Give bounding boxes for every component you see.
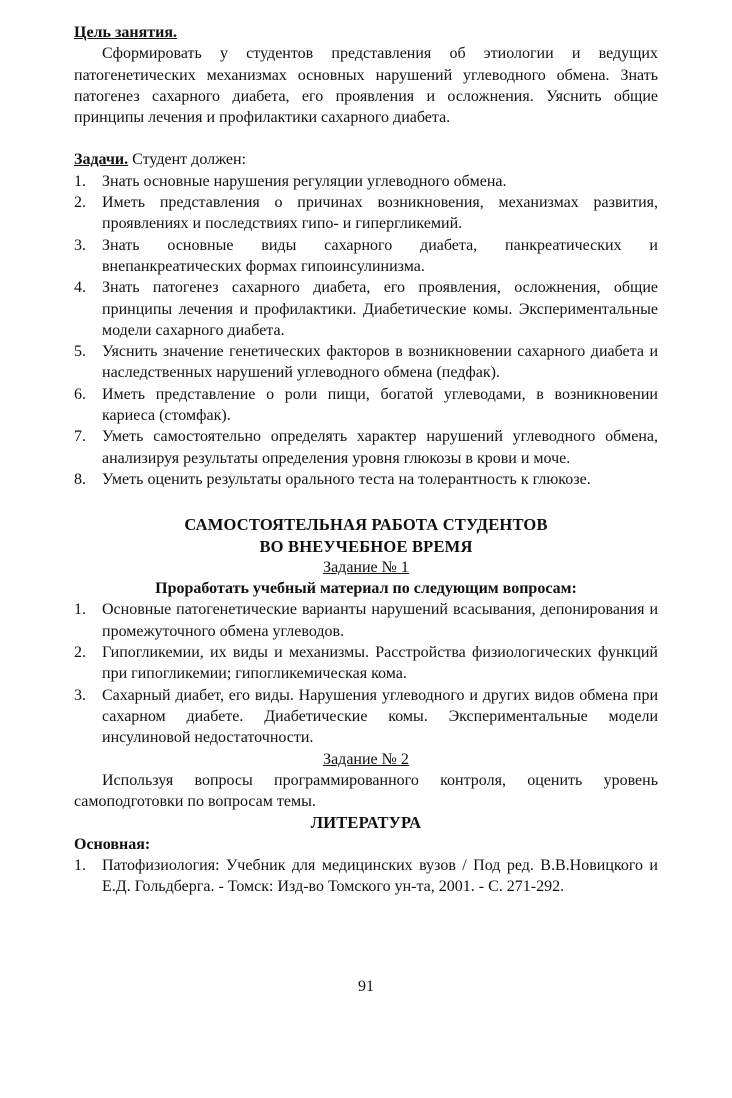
list-item bbox=[74, 469, 658, 490]
list-item-text: Иметь представление о роли пищи, богатой углеводами, в возникновении кариеса (стомфак). bbox=[102, 385, 658, 425]
list-item-number: 8. bbox=[74, 470, 86, 488]
list-item-number: 6. bbox=[74, 385, 86, 403]
task2-text: Используя вопросы программированного контроля, оценить уровень самоподготовки по вопросам темы. bbox=[74, 771, 658, 811]
list-item-number: 4. bbox=[74, 279, 86, 297]
list-item bbox=[74, 341, 658, 384]
list-item bbox=[74, 599, 658, 642]
task2-title: Задание № 2 bbox=[323, 750, 409, 768]
goal-text: Сформировать у студентов представления об этиологии и ведущих патогенетических механизмах основных нарушений углеводного обмена. Знать патогенез сахарного диабета, его проявления и осложнения. Уяснить общие принципы лечения и профилактики сахарного диабета. bbox=[74, 45, 658, 127]
list-item-number: 2. bbox=[74, 194, 86, 212]
list-item-text: Уметь самостоятельно определять характер нарушений углеводного обмена, анализируя результаты определения уровня глюкозы в крови и моче. bbox=[102, 428, 658, 467]
task1-subtitle: Проработать учебный материал по следующим вопросам: bbox=[155, 580, 577, 598]
goal-title bbox=[74, 22, 658, 43]
list-item-number: 3. bbox=[74, 236, 86, 254]
goal-title-text: Цель занятия. bbox=[74, 24, 178, 41]
list-item-number: 2. bbox=[74, 644, 86, 662]
spacer bbox=[74, 128, 658, 149]
list-item bbox=[74, 384, 658, 427]
list-item-text: Гипогликемии, их виды и механизмы. Расстройства физиологических функций при гипогликемии; гипогликемическая кома. bbox=[102, 644, 658, 683]
list-item-text: Сахарный диабет, его виды. Нарушения углеводного и других видов обмена при сахарном диабете. Диабетические комы. Экспериментальные модели инсулиновой недостаточности. bbox=[102, 686, 658, 747]
section-heading-line2: ВО ВНЕУЧЕБНОЕ ВРЕМЯ bbox=[259, 536, 473, 556]
tasks-list bbox=[74, 171, 658, 490]
list-item bbox=[74, 685, 658, 749]
task1-title: Задание № 1 bbox=[323, 558, 409, 576]
list-item-number: 1. bbox=[74, 601, 86, 619]
literature-heading: ЛИТЕРАТУРА bbox=[310, 813, 422, 833]
list-item-text: Знать основные виды сахарного диабета, панкреатических и внепанкреатических формах гипоинсулинизма. bbox=[102, 236, 658, 275]
list-item-text: Основные патогенетические варианты нарушений всасывания, депонирования и промежуточного обмена углеводов. bbox=[102, 601, 658, 640]
list-item-text: Иметь представления о причинах возникновения, механизмах развития, проявлениях и последствиях гипо- и гипергликемий. bbox=[102, 194, 658, 233]
tasks-intro: Студент должен: bbox=[128, 151, 247, 169]
list-item-number: 1. bbox=[74, 856, 86, 874]
list-item bbox=[74, 277, 658, 341]
list-item-text: Уяснить значение генетических факторов в возникновении сахарного диабета и наследственных нарушений углеводного обмена (педфак). bbox=[102, 343, 658, 382]
document-page bbox=[74, 22, 658, 898]
list-item-number: 7. bbox=[74, 428, 86, 446]
section-heading-line1: САМОСТОЯТЕЛЬНАЯ РАБОТА СТУДЕНТОВ bbox=[184, 515, 548, 535]
task1-list bbox=[74, 599, 658, 748]
literature-list bbox=[74, 855, 658, 898]
spacer bbox=[74, 490, 658, 514]
list-item-text: Знать патогенез сахарного диабета, его проявления, осложнения, общие принципы лечения и профилактики. Диабетические комы. Экспериментальные модели сахарного диабета. bbox=[102, 279, 658, 339]
list-item bbox=[74, 426, 658, 469]
list-item-number: 3. bbox=[74, 686, 86, 704]
list-item-text: Патофизиология: Учебник для медицинских вузов / Под ред. В.В.Новицкого и Е.Д. Гольдберга. - Томск: Изд-во Томского ун-та, 2001. - С. 271-292. bbox=[102, 856, 658, 896]
list-item-number: 5. bbox=[74, 343, 86, 361]
list-item-number: 1. bbox=[74, 172, 86, 190]
literature-main-label: Основная: bbox=[74, 835, 151, 853]
list-item-text: Уметь оценить результаты орального теста на толерантность к глюкозе. bbox=[102, 470, 591, 488]
list-item bbox=[74, 855, 658, 898]
tasks-header bbox=[74, 149, 658, 170]
list-item bbox=[74, 171, 658, 192]
list-item bbox=[74, 642, 658, 685]
tasks-title: Задачи. bbox=[74, 151, 129, 169]
list-item bbox=[74, 235, 658, 278]
list-item bbox=[74, 192, 658, 235]
list-item-text: Знать основные нарушения регуляции углеводного обмена. bbox=[102, 172, 507, 190]
page-number: 91 bbox=[358, 978, 374, 995]
